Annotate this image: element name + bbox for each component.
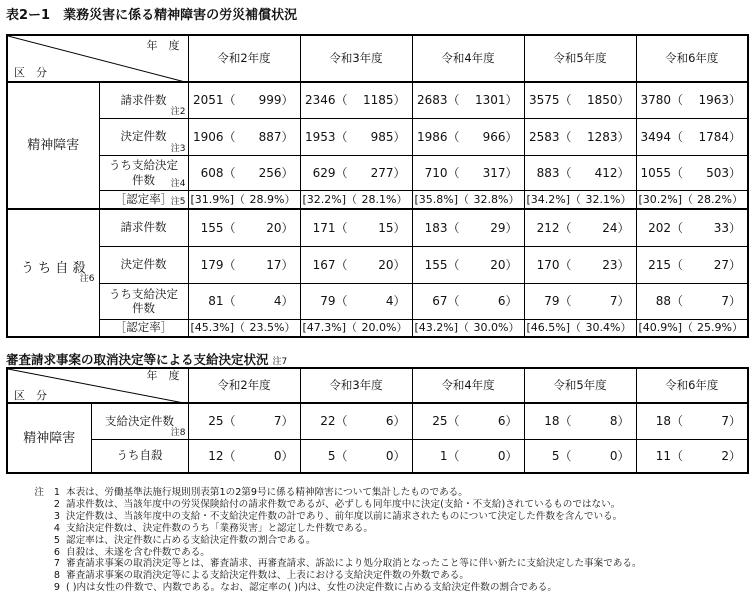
table-row [7, 190, 748, 209]
year-header: 令和3年度 [300, 368, 412, 403]
data-cell: 11（ 2） [636, 439, 748, 473]
rate-cell: [40.9%]（ 25.9%） [636, 319, 748, 337]
data-cell: 167（ 20） [300, 246, 412, 283]
header-row [7, 35, 748, 82]
data-cell: 212（ 24） [524, 209, 636, 246]
footnotes [22, 487, 642, 594]
year-header: 令和6年度 [636, 35, 748, 82]
table-row [7, 439, 748, 473]
table-row [7, 246, 748, 283]
group-label-mental-disorder: 精神障害 [7, 403, 91, 473]
row-label: 決定件数 [99, 246, 188, 283]
data-cell: 67（ 6） [412, 283, 524, 319]
data-cell: 171（ 15） [300, 209, 412, 246]
data-cell: 710（ 317） [412, 155, 524, 190]
year-header: 令和6年度 [636, 368, 748, 403]
rate-cell: [30.2%]（ 28.2%） [636, 190, 748, 209]
data-cell: 2346（ 1185） [300, 82, 412, 118]
data-cell: 155（ 20） [188, 209, 300, 246]
footnote: 9 ( )内は女性の件数で、内数である。なお、認定率の( )内は、女性の決定件数に占める支給決定件数の割合である。 [53, 582, 557, 594]
data-cell: 2683（ 1301） [412, 82, 524, 118]
data-cell: 1906（ 887） [188, 118, 300, 155]
data-cell: 608（ 256） [188, 155, 300, 190]
appeal-decision-table [6, 367, 749, 474]
data-cell: 1055（ 503） [636, 155, 748, 190]
rate-cell: [35.8%]（ 32.8%） [412, 190, 524, 209]
year-header: 令和4年度 [412, 35, 524, 82]
mental-disorder-compensation-table [6, 34, 749, 338]
data-cell: 1953（ 985） [300, 118, 412, 155]
footnote: 注 1 本表は、労働基準法施行規則別表第1の2第9号に係る精神障害について集計したものである。 [34, 487, 468, 498]
data-cell: 2583（ 1283） [524, 118, 636, 155]
row-label: ［認定率］ 注5 [99, 190, 188, 209]
data-cell: 12（ 0） [188, 439, 300, 473]
table-row [7, 209, 748, 246]
year-header: 令和2年度 [188, 35, 300, 82]
table-row [7, 118, 748, 155]
data-cell: 883（ 412） [524, 155, 636, 190]
corner-cell [7, 35, 188, 82]
data-cell: 1（ 0） [412, 439, 524, 473]
footnote: 8 審査請求事案の取消決定等による支給決定件数は、上表における支給決定件数の外数である。 [53, 570, 469, 582]
data-cell: 22（ 6） [300, 403, 412, 439]
data-cell: 25（ 6） [412, 403, 524, 439]
table-row [7, 403, 748, 439]
header-row [7, 368, 748, 403]
corner-kubun-label: 区 分 [14, 66, 47, 79]
data-cell: 79（ 4） [300, 283, 412, 319]
data-cell: 155（ 20） [412, 246, 524, 283]
data-cell: 79（ 7） [524, 283, 636, 319]
rate-cell: [34.2%]（ 32.1%） [524, 190, 636, 209]
table-row [7, 283, 748, 319]
corner-kubun-label: 区 分 [14, 389, 47, 402]
data-cell: 179（ 17） [188, 246, 300, 283]
data-cell: 25（ 7） [188, 403, 300, 439]
footnote: 6 自殺は、未遂を含む件数である。 [53, 546, 210, 558]
rate-cell: [32.2%]（ 28.1%） [300, 190, 412, 209]
data-cell: 183（ 29） [412, 209, 524, 246]
footnote: 7 審査請求事案の取消決定等とは、審査請求、再審査請求、訴訟により処分取消となったこと等に伴い新たに支給決定した事案である。 [53, 558, 642, 570]
data-cell: 2051（ 999） [188, 82, 300, 118]
data-cell: 3494（ 1784） [636, 118, 748, 155]
row-label: 請求件数 [99, 209, 188, 246]
table-row [7, 155, 748, 190]
data-cell: 170（ 23） [524, 246, 636, 283]
year-header: 令和5年度 [524, 368, 636, 403]
rate-cell: [45.3%]（ 23.5%） [188, 319, 300, 337]
corner-cell [7, 368, 188, 403]
table2-title: 審査請求事案の取消決定等による支給決定状況 注7 [6, 352, 288, 367]
row-label: 請求件数 注2 [99, 82, 188, 118]
year-header: 令和3年度 [300, 35, 412, 82]
year-header: 令和5年度 [524, 35, 636, 82]
data-cell: 81（ 4） [188, 283, 300, 319]
data-cell: 3575（ 1850） [524, 82, 636, 118]
group-label-mental-disorder: 精神障害 [7, 82, 99, 209]
row-label: ［認定率］ [99, 319, 188, 337]
rate-cell: [47.3%]（ 20.0%） [300, 319, 412, 337]
year-header: 令和4年度 [412, 368, 524, 403]
data-cell: 88（ 7） [636, 283, 748, 319]
footnote: 5 認定率は、決定件数に占める支給決定件数の割合である。 [53, 534, 316, 546]
rate-cell: [31.9%]（ 28.9%） [188, 190, 300, 209]
table-row [7, 82, 748, 118]
data-cell: 1986（ 966） [412, 118, 524, 155]
row-label: うち支給決定 件数 注4 [99, 155, 188, 190]
year-header: 令和2年度 [188, 368, 300, 403]
data-cell: 202（ 33） [636, 209, 748, 246]
rate-cell: [46.5%]（ 30.4%） [524, 319, 636, 337]
data-cell: 3780（ 1963） [636, 82, 748, 118]
data-cell: 5（ 0） [524, 439, 636, 473]
table-row [7, 319, 748, 337]
data-cell: 215（ 27） [636, 246, 748, 283]
footnote: 3 決定件数は、当該年度中の支給・不支給決定件数の計であり、前年度以前に請求されたものについて決定した件数を含んでいる。 [53, 510, 623, 522]
data-cell: 18（ 8） [524, 403, 636, 439]
table1-title: 表2ー1 業務災害に係る精神障害の労災補償状況 [6, 8, 298, 23]
rate-cell: [43.2%]（ 30.0%） [412, 319, 524, 337]
corner-year-label: 年 度 [146, 39, 180, 52]
data-cell: 18（ 7） [636, 403, 748, 439]
group-label-suicide: う ち 自 殺 注6 [7, 209, 99, 337]
corner-year-label: 年 度 [146, 369, 180, 382]
data-cell: 629（ 277） [300, 155, 412, 190]
row-label: 決定件数 注3 [99, 118, 188, 155]
row-label: うち支給決定 件数 [99, 283, 188, 319]
row-label: うち自殺 [91, 439, 188, 473]
footnote: 2 請求件数は、当該年度中の労災保険給付の請求件数であるが、必ずしも同年度中に決定(支給・不支給)されているものではない。 [53, 498, 621, 510]
footnote: 4 支給決定件数は、決定件数のうち「業務災害」と認定した件数である。 [53, 522, 373, 534]
data-cell: 5（ 0） [300, 439, 412, 473]
row-label: 支給決定件数 注8 [91, 403, 188, 439]
